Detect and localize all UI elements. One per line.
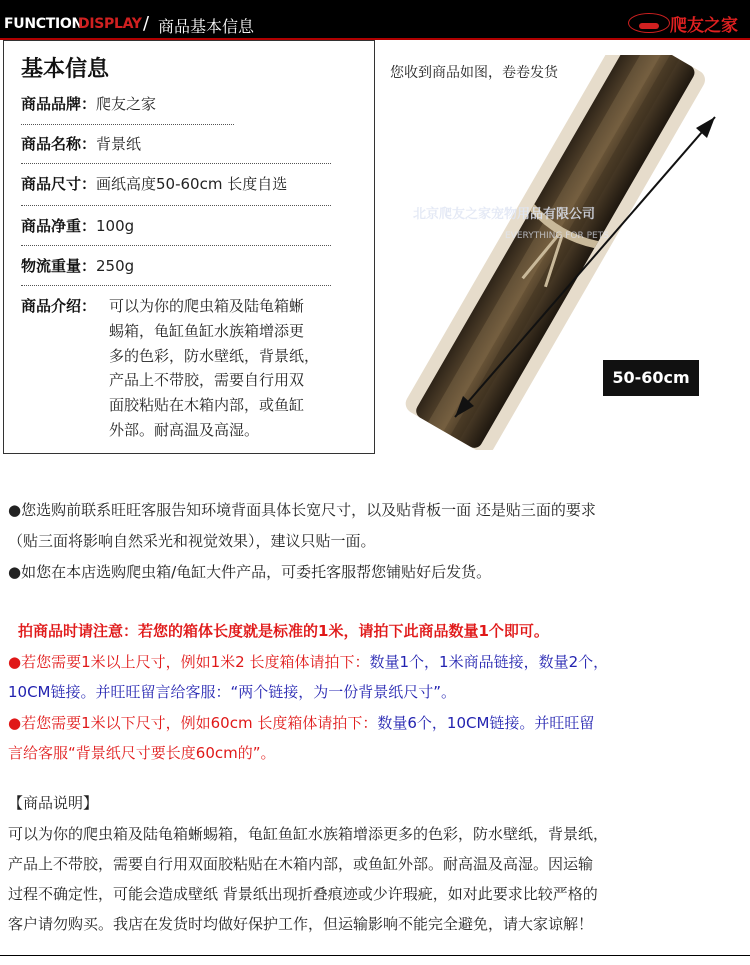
notice-under-line2: 言给客服“背景纸尺寸要长度60cm的”。	[8, 744, 276, 762]
info-value: 250g	[96, 257, 135, 275]
notice-under-red: ●若您需要1米以下尺寸，例如60cm 长度箱体请拍下：	[8, 714, 378, 732]
info-label: 物流重量：	[21, 257, 97, 275]
info-row-net-weight	[21, 214, 134, 238]
notice-over-blue: 数量1个，1米商品链接，数量2个，	[369, 653, 609, 671]
intro-line: 多的色彩，防水壁纸，背景纸，	[109, 346, 320, 365]
info-value: 画纸高度50-60cm 长度自选	[96, 175, 288, 193]
info-row-size	[21, 172, 287, 196]
header-function-word: FUNCTION	[4, 16, 83, 32]
notice-over-line2: 10CM链接。并旺旺留言给客服：“两个链接，为一份背景纸尺寸”。	[8, 683, 457, 701]
info-title: 基本信息	[21, 57, 110, 82]
notice-over-red: ●若您需要1米以上尺寸，例如1米2 长度箱体请拍下：	[8, 653, 370, 671]
notice-over-1m	[8, 651, 608, 673]
dotted-divider	[21, 163, 331, 164]
info-label: 商品净重：	[21, 217, 97, 235]
dotted-divider	[21, 245, 331, 246]
info-label: 商品名称：	[21, 135, 97, 153]
info-label: 商品品牌：	[21, 95, 97, 113]
intro-line: 可以为你的爬虫箱及陆龟箱蜥	[109, 297, 305, 315]
brand-logo	[628, 10, 740, 34]
header-title: 商品基本信息	[158, 17, 255, 36]
intro-line: 面胶粘贴在木箱内部，或鱼缸	[109, 396, 305, 415]
logo-emblem-icon	[628, 13, 670, 33]
description-line: 产品上不带胶，需要自行用双面胶粘贴在木箱内部，或鱼缸外部。耐高温及高湿。因运输	[8, 855, 594, 873]
watermark-cn: 北京爬友之家宠物用品有限公司	[413, 207, 596, 222]
info-row-name	[21, 132, 141, 156]
header-separator: /	[143, 13, 150, 34]
dotted-divider	[21, 205, 331, 206]
received-note: 您收到商品如图，卷卷发货	[390, 65, 558, 81]
description-heading: 【商品说明】	[8, 794, 99, 812]
intro-line: 蜴箱，龟缸鱼缸水族箱增添更	[109, 321, 305, 340]
description-line: 过程不确定性，可能会造成壁纸 背景纸出现折叠痕迹或少许瑕疵，如对此要求比较严格的	[8, 885, 598, 903]
note-line: （贴三面将影响自然采光和视觉效果），建议只贴一面。	[8, 532, 376, 550]
intro-text	[109, 294, 361, 443]
bottom-divider	[0, 955, 750, 956]
notice-headline: 拍商品时请注意：若您的箱体长度就是标准的1米，请拍下此商品数量1个即可。	[18, 622, 549, 640]
logo-text: 爬友之家	[670, 16, 738, 36]
header-display-word: DISPLAY	[78, 16, 142, 32]
intro-line: 产品上不带胶，需要自行用双	[109, 371, 305, 390]
note-line: ●您选购前联系旺旺客服告知环境背面具体长宽尺寸，以及贴背板一面 还是贴三面的要求	[8, 501, 596, 519]
description-line: 可以为你的爬虫箱及陆龟箱蜥蜴箱，龟缸鱼缸水族箱增添更多的色彩，防水壁纸，背景纸，	[8, 825, 609, 843]
dotted-divider	[21, 124, 234, 125]
intro-line: 外部。耐高温及高湿。	[109, 420, 260, 439]
dotted-divider	[21, 285, 331, 286]
notice-under-1m	[8, 712, 594, 734]
notice-under-blue: 数量6个，10CM链接。并旺旺留	[377, 714, 595, 732]
info-row-brand	[21, 92, 156, 116]
info-value: 100g	[96, 217, 135, 235]
info-value: 爬友之家	[96, 95, 157, 113]
watermark-en: EVERYTHING FOR PETS	[505, 231, 609, 241]
info-row-shipping-weight	[21, 254, 134, 278]
description-line: 客户请勿购买。我店在发货时均做好保护工作，但运输影响不能完全避免，请大家谅解！	[8, 915, 594, 933]
intro-label: 商品介绍：	[21, 297, 97, 315]
header-bar	[0, 0, 750, 40]
note-line: ●如您在本店选购爬虫箱/龟缸大件产品，可委托客服帮您铺贴好后发货。	[8, 563, 492, 581]
info-value: 背景纸	[96, 135, 142, 153]
basic-info-box	[3, 40, 375, 454]
info-label: 商品尺寸：	[21, 175, 97, 193]
size-label: 50-60cm	[603, 360, 699, 396]
